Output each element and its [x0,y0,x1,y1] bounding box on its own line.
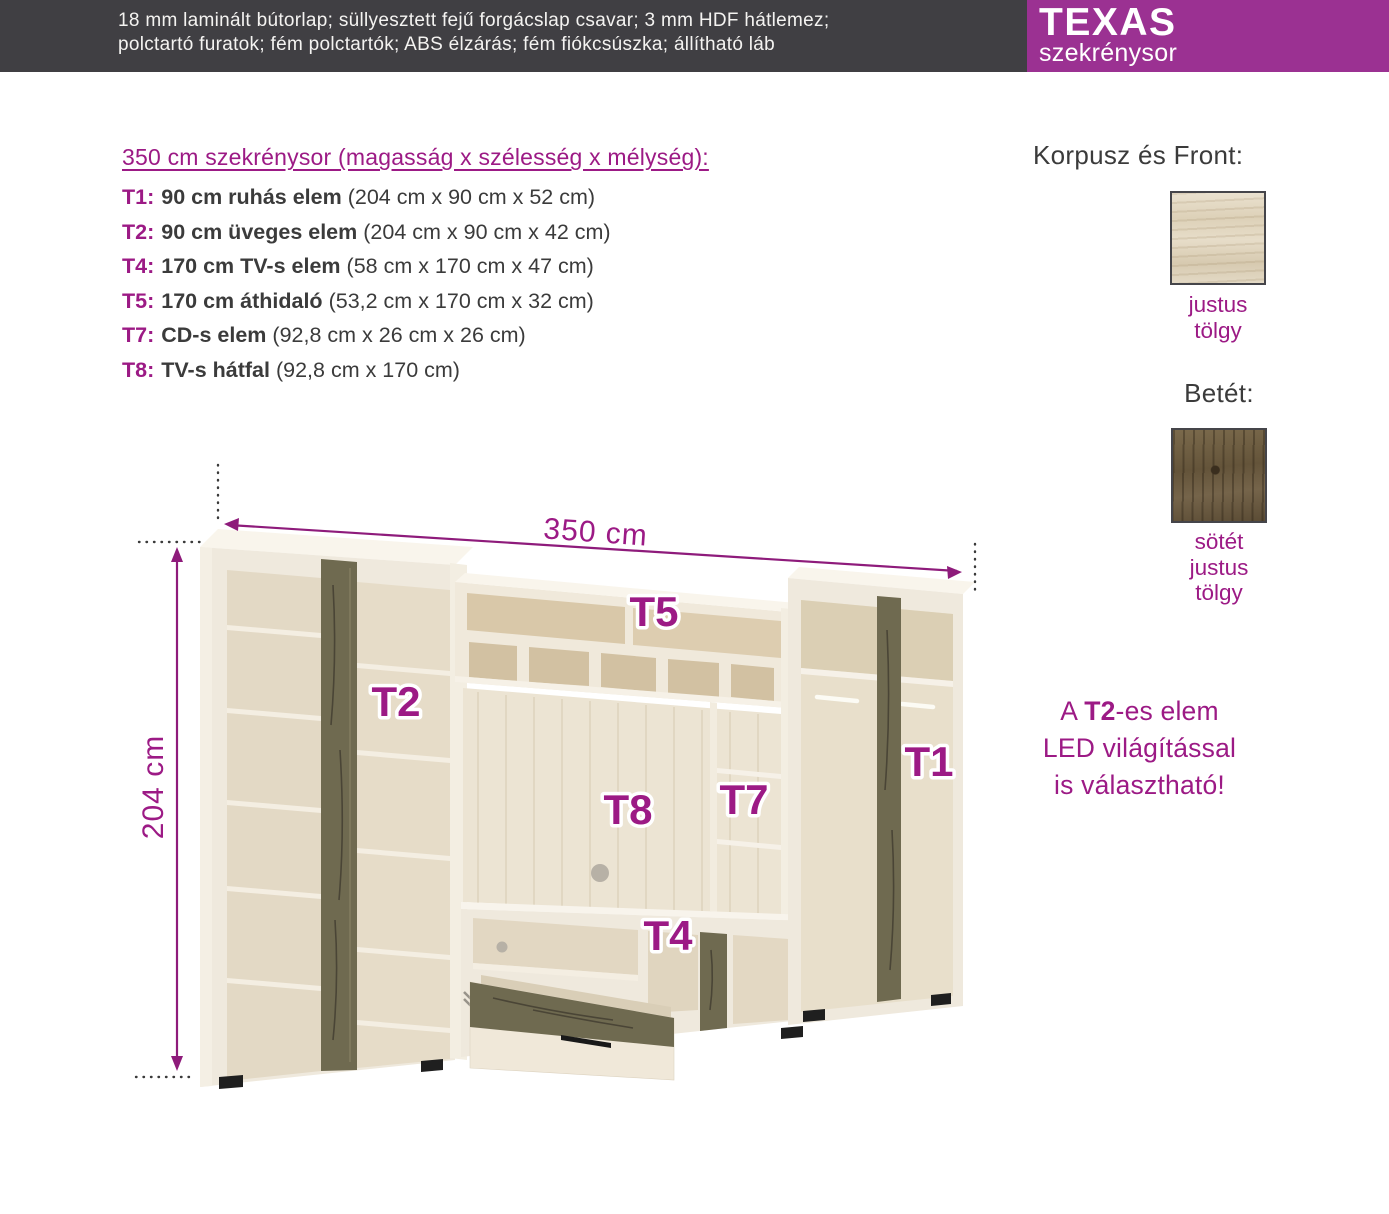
furniture-illustration [133,450,1013,1110]
spec-name: TV-s hátfal [161,357,270,382]
spec-dims: (204 cm x 90 cm x 52 cm) [347,185,596,209]
spec-name: 90 cm üveges elem [161,219,358,244]
spec-code: T7: [122,323,155,347]
spec-dims: (92,8 cm x 26 cm x 26 cm) [272,323,526,347]
label-t2: T2 [371,678,421,725]
korpusz-wood-swatch [1170,191,1266,285]
brand-title: TEXAS [1039,1,1177,44]
spec-code: T2: [122,219,155,244]
spec-name: 170 cm TV-s elem [161,254,341,278]
spec-row [122,353,709,388]
brand-subtitle: szekrénysor [1039,39,1178,67]
korpusz-label-line1: justus [1188,292,1248,317]
betet-label-line1: sötét [1194,529,1244,554]
header-spec-text [118,9,829,56]
betet-swatch-label [1144,529,1294,606]
spec-dims: (53,2 cm x 170 cm x 32 cm) [328,288,594,313]
led-note-element-code: T2 [1084,696,1116,726]
betet-label-line2: justus [1189,554,1249,580]
header-spec-line1: 18 mm laminált bútorlap; süllyesztett fejű forgácslap csavar; 3 mm HDF hátlemez; [118,10,830,31]
led-option-note [1029,693,1250,804]
spec-row [122,284,709,319]
spec-row [122,249,709,284]
height-dimension-arrow [137,547,183,1071]
bridge-t5-graphic [455,573,796,708]
led-note-line3: is választható! [1054,770,1225,800]
spec-code: T5: [122,288,155,313]
led-note-line1 [1029,693,1250,730]
cable-hole [591,864,609,882]
spec-code: T4: [122,254,155,278]
spec-dims: (204 cm x 90 cm x 42 cm) [363,219,611,244]
led-note-prefix: A [1060,696,1077,726]
brand-box [1027,0,1389,72]
spec-list-title: 350 cm szekrénysor (magasság x szélesség x mélység): [122,144,709,170]
spec-code: T8: [122,357,155,382]
header-spec-line2: polctartó furatok; fém polctartók; ABS élzárás; fém fiókcsúszka; állítható láb [118,33,776,55]
label-t5: T5 [629,588,679,635]
furniture-diagram [133,450,1013,1110]
spec-name: CD-s elem [161,323,267,347]
unit-t1-graphic [788,567,975,1025]
stand-t4-graphic [461,902,810,1080]
stand-cable-hole [497,942,508,953]
label-t4: T4 [643,912,693,959]
spec-name: 90 cm ruhás elem [161,185,342,209]
spec-code: T1: [122,185,155,209]
spec-row [122,215,709,250]
spec-name: 170 cm áthidaló [161,288,323,313]
korpusz-label-line2: tölgy [1194,317,1242,343]
unit-t2-graphic [200,529,473,1089]
width-dimension-label: 350 cm [542,512,649,553]
dimension-spec-list [122,144,709,387]
header-bar [0,0,1389,72]
betet-heading: Betét: [1184,378,1254,408]
korpusz-front-heading: Korpusz és Front: [1033,140,1244,170]
label-t1: T1 [904,738,954,785]
led-note-line2: LED világítással [1042,733,1237,763]
height-dimension-label: 204 cm [137,734,170,840]
betet-label-line3: tölgy [1195,580,1243,605]
label-t8: T8 [603,786,653,833]
spec-dims: (58 cm x 170 cm x 47 cm) [346,254,594,278]
spec-dims: (92,8 cm x 170 cm) [275,357,460,382]
led-note-suffix: -es elem [1115,696,1219,726]
korpusz-swatch-label [1170,292,1266,343]
spec-row [122,318,709,353]
betet-wood-swatch [1171,428,1267,523]
label-t7: T7 [719,776,769,823]
spec-row [122,180,709,215]
